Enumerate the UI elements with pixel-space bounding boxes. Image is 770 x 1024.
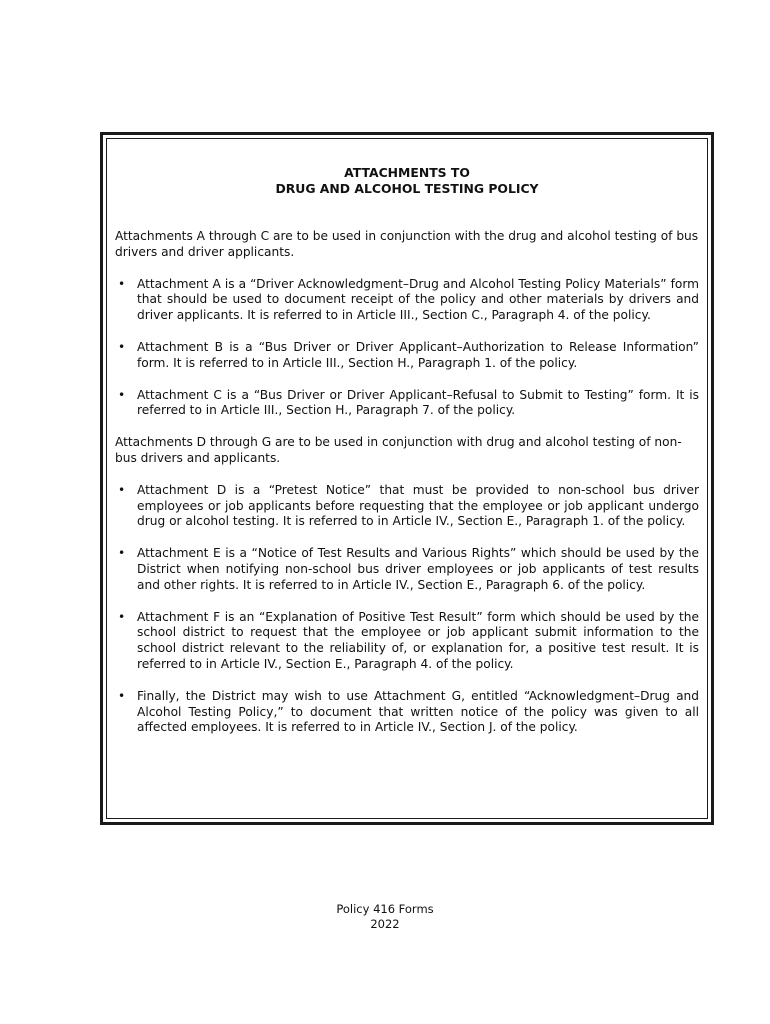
attachment-list-1 bbox=[115, 277, 699, 420]
list-item-attachment-b bbox=[115, 340, 699, 372]
list-item-text: Attachment D is a “Pretest Notice” that must be provided to non-school bus driver employees or job applicants before requesting that the employee or job applicant undergo drug or alcohol testing. It is referred to in Article IV., Section E., Paragraph 1. of the policy. bbox=[137, 482, 699, 529]
intro-paragraph-2: Attachments D through G are to be used in conjunction with drug and alcohol testing of non-bus drivers and applicants. bbox=[115, 435, 682, 465]
bullet: • bbox=[118, 546, 126, 561]
list-item-text: Finally, the District may wish to use Attachment G, entitled “Acknowledgment–Drug and Alcohol Testing Policy,” to document that written notice of the policy was given to all affected employees. It is referred to in Article IV., Section J. of the policy. bbox=[137, 688, 699, 735]
bullet: • bbox=[118, 609, 126, 624]
list-item-attachment-f bbox=[115, 610, 699, 673]
document-body bbox=[115, 165, 699, 752]
document-title bbox=[115, 165, 699, 196]
footer-line-1: Policy 416 Forms bbox=[336, 902, 434, 916]
bullet: • bbox=[118, 387, 126, 402]
page-footer bbox=[0, 902, 770, 932]
title-line-1: ATTACHMENTS TO bbox=[344, 165, 470, 180]
title-line-2: DRUG AND ALCOHOL TESTING POLICY bbox=[275, 180, 539, 196]
intro-paragraph-1: Attachments A through C are to be used in conjunction with the drug and alcohol testing of bus drivers and driver applicants. bbox=[115, 229, 699, 259]
list-item-attachment-c bbox=[115, 388, 699, 420]
list-item-attachment-e bbox=[115, 546, 699, 593]
list-item-text: Attachment E is a “Notice of Test Results and Various Rights” which should be used by the District when notifying non-school bus driver employees or job applicants of test results and other rights. It is referred to in Article IV., Section E., Paragraph 6. of the policy. bbox=[137, 546, 699, 592]
list-item-attachment-g bbox=[115, 689, 699, 736]
list-item-text: Attachment C is a “Bus Driver or Driver Applicant–Refusal to Submit to Testing” form. It is referred to in Article III., Section H., Paragraph 7. of the policy. bbox=[137, 387, 699, 418]
list-item-attachment-d bbox=[115, 483, 699, 530]
bullet: • bbox=[118, 339, 126, 354]
attachment-list-2 bbox=[115, 483, 699, 736]
bullet: • bbox=[118, 276, 126, 291]
bullet: • bbox=[118, 482, 126, 497]
list-item-attachment-a bbox=[115, 277, 699, 324]
bullet: • bbox=[118, 688, 126, 703]
list-item-text: Attachment A is a “Driver Acknowledgment–Drug and Alcohol Testing Policy Materials” form that should be used to document receipt of the policy and other materials by drivers and driver applicants. It is referred to in Article III., Section C., Paragraph 4. of the policy. bbox=[137, 276, 699, 323]
footer-line-2: 2022 bbox=[370, 917, 400, 931]
list-item-text: Attachment F is an “Explanation of Positive Test Result” form which should be used by the school district to request that the employee or job applicant submit information to the school district relevant to the reliability of, or explanation for, a positive test result. It is referred to in Article IV., Section E., Paragraph 4. of the policy. bbox=[137, 609, 699, 671]
list-item-text: Attachment B is a “Bus Driver or Driver Applicant–Authorization to Release Information” form. It is referred to in Article III., Section H., Paragraph 1. of the policy. bbox=[137, 339, 699, 370]
